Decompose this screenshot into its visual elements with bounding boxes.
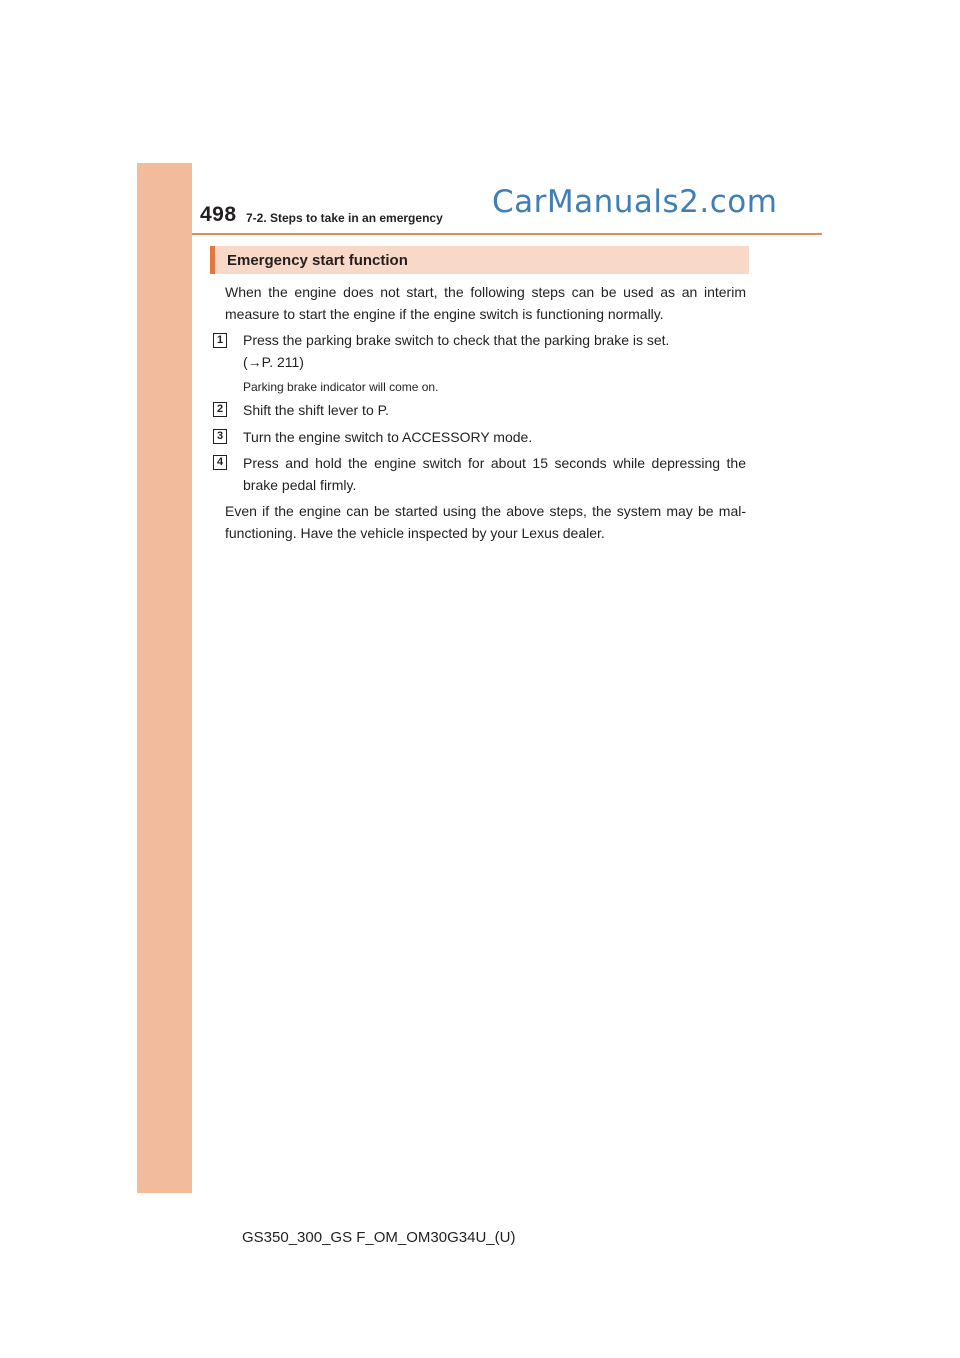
- intro-paragraph: When the engine does not start, the following steps can be used as an interim measure to start the engine if the engine switch is functioning normally.: [225, 284, 746, 322]
- closing-paragraph: Even if the engine can be started using the above steps, the system may be mal-functioning. Have the vehicle inspected by your Lexus dealer.: [225, 503, 746, 541]
- step-3-text: Turn the engine switch to ACCESSORY mode.: [243, 429, 533, 445]
- watermark: CarManuals2.com: [492, 184, 778, 220]
- step-4-text: Press and hold the engine switch for about 15 seconds while depressing the brake pedal firmly.: [243, 455, 746, 493]
- step-number-4: 4: [213, 455, 227, 470]
- step-1-reference[interactable]: (→P. 211): [243, 354, 304, 370]
- step-number-2: 2: [213, 402, 227, 417]
- step-2-text: Shift the shift lever to P.: [243, 402, 390, 418]
- section-title: 7-2. Steps to take in an emergency: [246, 211, 443, 225]
- section-heading-box: [210, 246, 749, 274]
- step-1-note: Parking brake indicator will come on.: [243, 380, 439, 394]
- sidebar-tab: [137, 163, 192, 1193]
- page-number: 498: [200, 203, 237, 226]
- step-number-3: 3: [213, 429, 227, 444]
- section-heading: Emergency start function: [227, 252, 408, 269]
- header-rule: [192, 233, 822, 235]
- step-1-text: Press the parking brake switch to check that the parking brake is set.: [243, 332, 670, 348]
- step-number-1: 1: [213, 333, 227, 348]
- document-code-footer: GS350_300_GS F_OM_OM30G34U_(U): [242, 1229, 516, 1246]
